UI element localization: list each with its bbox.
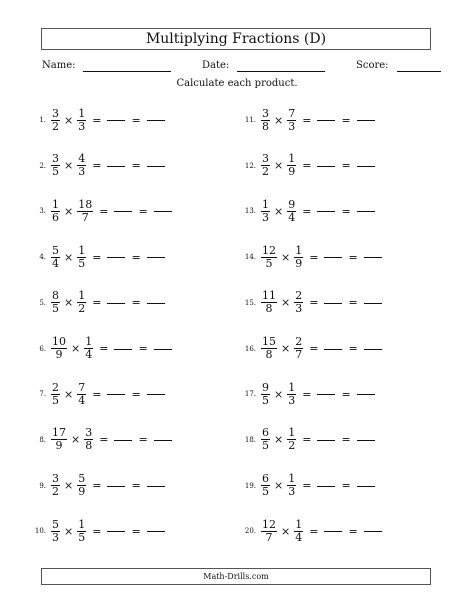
- denominator: 8: [265, 302, 273, 316]
- second-fraction: [287, 473, 296, 498]
- equals-sign: =: [99, 433, 109, 447]
- problem-number: 2.: [39, 161, 46, 170]
- problem-number: 13.: [244, 207, 256, 216]
- problem-item: [16, 471, 165, 501]
- second-fraction: [77, 245, 86, 270]
- equals-sign: =: [309, 296, 319, 310]
- denominator: 2: [52, 119, 59, 133]
- first-fraction: [261, 153, 270, 178]
- numerator: 9: [262, 380, 269, 394]
- problem-item: [16, 105, 165, 135]
- date-blank-line: [237, 61, 325, 72]
- answer-blank: [114, 440, 132, 441]
- equals-sign: =: [302, 479, 312, 493]
- first-fraction: [51, 245, 60, 270]
- answer-blank: [317, 394, 335, 395]
- problem-number: 8.: [39, 435, 46, 444]
- date-label: Date:: [202, 60, 230, 71]
- answer-blank: [324, 349, 342, 350]
- answer-blank: [317, 211, 335, 212]
- numerator: 1: [78, 289, 86, 303]
- problem-number: 6.: [39, 344, 46, 353]
- denominator: 4: [295, 530, 303, 544]
- first-fraction: [51, 336, 67, 361]
- simplified-answer-blank: [357, 211, 375, 212]
- equals-sign: =: [131, 113, 141, 127]
- times-sign: ×: [64, 524, 74, 538]
- denominator: 7: [81, 210, 89, 224]
- equals-sign: =: [131, 387, 141, 401]
- problem-item: [16, 379, 165, 409]
- date-field: [202, 60, 325, 72]
- numerator: 1: [288, 380, 296, 394]
- problem-item: [16, 425, 172, 455]
- equals-sign: =: [309, 342, 319, 355]
- times-sign: ×: [274, 433, 284, 447]
- answer-blank: [107, 166, 125, 167]
- denominator: 5: [262, 485, 269, 499]
- answer-blank: [114, 349, 132, 350]
- first-fraction: [261, 199, 270, 224]
- denominator: 5: [265, 256, 273, 270]
- first-fraction: [261, 108, 270, 133]
- simplified-answer-blank: [357, 120, 375, 121]
- simplified-answer-blank: [357, 440, 375, 441]
- denominator: 5: [262, 393, 269, 407]
- answer-blank: [317, 120, 335, 121]
- times-sign: ×: [274, 387, 284, 401]
- times-sign: ×: [281, 524, 291, 538]
- second-fraction: [287, 382, 296, 407]
- denominator: 2: [78, 302, 86, 316]
- answer-blank: [107, 303, 125, 304]
- answer-blank: [324, 303, 342, 304]
- equals-sign: =: [138, 433, 148, 447]
- times-sign: ×: [71, 433, 81, 447]
- equals-sign: =: [131, 524, 141, 538]
- equals-sign: =: [99, 342, 109, 355]
- problem-item: [16, 288, 165, 318]
- denominator: 5: [52, 393, 59, 407]
- answer-blank: [107, 394, 125, 395]
- second-fraction: [77, 519, 86, 544]
- numerator: 1: [262, 197, 269, 211]
- numerator: 1: [288, 152, 296, 166]
- equals-sign: =: [309, 524, 319, 538]
- problem-item: [226, 379, 375, 409]
- problem-number: 7.: [39, 390, 46, 399]
- equals-sign: =: [92, 387, 102, 401]
- denominator: 7: [295, 348, 303, 361]
- second-fraction: [287, 427, 296, 452]
- denominator: 4: [78, 393, 86, 407]
- problem-number: 19.: [244, 481, 256, 490]
- times-sign: ×: [274, 159, 284, 173]
- simplified-answer-blank: [147, 166, 165, 167]
- denominator: 5: [262, 439, 269, 453]
- times-sign: ×: [64, 250, 74, 264]
- equals-sign: =: [341, 113, 351, 127]
- problem-item: [16, 242, 165, 272]
- name-blank-line: [83, 61, 171, 72]
- first-fraction: [51, 290, 60, 315]
- denominator: 8: [262, 119, 269, 133]
- denominator: 5: [52, 165, 59, 179]
- problem-item: [226, 471, 375, 501]
- denominator: 5: [78, 256, 86, 270]
- second-fraction: [294, 290, 303, 315]
- problem-number: 17.: [244, 390, 256, 399]
- equals-sign: =: [341, 433, 351, 447]
- problem-number: 20.: [244, 527, 256, 536]
- numerator: 6: [262, 472, 269, 486]
- simplified-answer-blank: [147, 394, 165, 395]
- equals-sign: =: [302, 159, 312, 173]
- numerator: 3: [85, 426, 93, 440]
- simplified-answer-blank: [364, 257, 382, 258]
- denominator: 8: [85, 439, 93, 453]
- numerator: 1: [288, 472, 296, 486]
- first-fraction: [51, 199, 60, 224]
- denominator: 6: [52, 210, 59, 224]
- problem-item: [226, 288, 382, 318]
- problem-item: [226, 105, 375, 135]
- denominator: 9: [55, 348, 63, 361]
- numerator: 4: [78, 152, 86, 166]
- answer-blank: [107, 120, 125, 121]
- equals-sign: =: [92, 296, 102, 310]
- second-fraction: [294, 519, 303, 544]
- second-fraction: [77, 382, 86, 407]
- denominator: 8: [265, 348, 273, 361]
- simplified-answer-blank: [154, 349, 172, 350]
- equals-sign: =: [348, 296, 358, 310]
- equals-sign: =: [131, 296, 141, 310]
- numerator: 12: [262, 243, 276, 257]
- equals-sign: =: [131, 159, 141, 173]
- times-sign: ×: [64, 296, 74, 310]
- numerator: 18: [78, 197, 93, 211]
- equals-sign: =: [348, 250, 358, 264]
- answer-blank: [107, 257, 125, 258]
- numerator: 1: [85, 335, 93, 348]
- equals-sign: =: [341, 159, 351, 173]
- second-fraction: [77, 473, 86, 498]
- numerator: 5: [52, 243, 59, 257]
- equals-sign: =: [348, 524, 358, 538]
- denominator: 9: [288, 165, 296, 179]
- times-sign: ×: [64, 159, 74, 173]
- second-fraction: [294, 336, 303, 361]
- second-fraction: [294, 245, 303, 270]
- denominator: 4: [85, 348, 93, 361]
- first-fraction: [261, 473, 270, 498]
- problem-number: 9.: [39, 481, 46, 490]
- simplified-answer-blank: [147, 120, 165, 121]
- numerator: 9: [288, 197, 296, 211]
- denominator: 3: [262, 210, 269, 224]
- answer-blank: [107, 531, 125, 532]
- second-fraction: [287, 108, 296, 133]
- simplified-answer-blank: [357, 166, 375, 167]
- numerator: 1: [78, 243, 86, 257]
- numerator: 11: [262, 289, 276, 303]
- times-sign: ×: [281, 296, 291, 310]
- answer-blank: [317, 166, 335, 167]
- numerator: 2: [52, 380, 59, 394]
- first-fraction: [51, 473, 60, 498]
- problem-number: 4.: [39, 253, 46, 262]
- times-sign: ×: [71, 342, 81, 355]
- simplified-answer-blank: [147, 257, 165, 258]
- name-label: Name:: [42, 60, 76, 71]
- equals-sign: =: [309, 250, 319, 264]
- score-field: [356, 60, 441, 72]
- problem-number: 1.: [39, 116, 46, 124]
- denominator: 3: [78, 165, 86, 179]
- equals-sign: =: [341, 204, 351, 218]
- second-fraction: [84, 336, 93, 361]
- first-fraction: [261, 245, 277, 270]
- problem-item: [226, 334, 382, 364]
- second-fraction: [287, 153, 296, 178]
- problem-item: [226, 242, 382, 272]
- answer-blank: [324, 257, 342, 258]
- times-sign: ×: [64, 479, 74, 493]
- problem-number: 15.: [244, 298, 256, 307]
- answer-blank: [317, 440, 335, 441]
- denominator: 7: [265, 530, 273, 544]
- equals-sign: =: [302, 204, 312, 218]
- numerator: 1: [52, 197, 59, 211]
- problem-item: [16, 196, 172, 226]
- first-fraction: [261, 382, 270, 407]
- numerator: 3: [262, 152, 269, 166]
- equals-sign: =: [131, 479, 141, 493]
- simplified-answer-blank: [364, 303, 382, 304]
- times-sign: ×: [281, 342, 291, 355]
- denominator: 9: [295, 256, 303, 270]
- numerator: 2: [295, 289, 303, 303]
- problem-number: 12.: [244, 161, 256, 170]
- first-fraction: [261, 336, 277, 361]
- times-sign: ×: [64, 387, 74, 401]
- numerator: 1: [295, 517, 303, 531]
- numerator: 5: [78, 472, 86, 486]
- problem-item: [226, 516, 382, 546]
- instructions: Calculate each product.: [176, 78, 298, 89]
- numerator: 1: [295, 243, 303, 257]
- equals-sign: =: [302, 387, 312, 401]
- denominator: 9: [55, 439, 63, 453]
- times-sign: ×: [64, 204, 74, 218]
- numerator: 1: [78, 517, 86, 531]
- numerator: 12: [262, 517, 276, 531]
- first-fraction: [51, 382, 60, 407]
- answer-blank: [114, 211, 132, 212]
- second-fraction: [77, 290, 86, 315]
- numerator: 3: [52, 106, 59, 120]
- first-fraction: [51, 108, 60, 133]
- problem-number: 5.: [39, 298, 46, 307]
- numerator: 5: [52, 517, 59, 531]
- footer-site: Math-Drills.com: [41, 568, 431, 585]
- answer-blank: [317, 486, 335, 487]
- equals-sign: =: [341, 387, 351, 401]
- first-fraction: [51, 153, 60, 178]
- denominator: 3: [288, 119, 296, 133]
- simplified-answer-blank: [147, 486, 165, 487]
- times-sign: ×: [274, 479, 284, 493]
- denominator: 3: [52, 530, 59, 544]
- problem-number: 16.: [244, 344, 256, 353]
- equals-sign: =: [92, 159, 102, 173]
- name-field: [42, 60, 171, 72]
- problem-item: [16, 334, 172, 364]
- simplified-answer-blank: [154, 440, 172, 441]
- problem-item: [226, 151, 375, 181]
- times-sign: ×: [274, 113, 284, 127]
- simplified-answer-blank: [364, 349, 382, 350]
- problem-item: [16, 516, 165, 546]
- second-fraction: [77, 108, 86, 133]
- equals-sign: =: [302, 113, 312, 127]
- score-label: Score:: [356, 60, 389, 71]
- equals-sign: =: [138, 342, 148, 355]
- equals-sign: =: [138, 204, 148, 218]
- denominator: 2: [262, 165, 269, 179]
- first-fraction: [261, 427, 270, 452]
- denominator: 5: [78, 530, 86, 544]
- problem-item: [226, 425, 375, 455]
- numerator: 1: [78, 106, 86, 120]
- answer-blank: [107, 486, 125, 487]
- numerator: 15: [262, 335, 276, 348]
- denominator: 3: [78, 119, 86, 133]
- second-fraction: [287, 199, 296, 224]
- first-fraction: [261, 519, 277, 544]
- simplified-answer-blank: [147, 531, 165, 532]
- denominator: 3: [288, 393, 296, 407]
- equals-sign: =: [92, 524, 102, 538]
- denominator: 3: [295, 302, 303, 316]
- denominator: 2: [288, 439, 296, 453]
- first-fraction: [261, 290, 277, 315]
- numerator: 10: [52, 335, 66, 348]
- first-fraction: [51, 427, 67, 452]
- first-fraction: [51, 519, 60, 544]
- equals-sign: =: [92, 113, 102, 127]
- denominator: 4: [288, 210, 296, 224]
- times-sign: ×: [274, 204, 284, 218]
- simplified-answer-blank: [154, 211, 172, 212]
- second-fraction: [77, 153, 86, 178]
- numerator: 6: [262, 426, 269, 440]
- equals-sign: =: [302, 433, 312, 447]
- problem-number: 14.: [244, 253, 256, 262]
- numerator: 8: [52, 289, 59, 303]
- numerator: 3: [262, 106, 269, 120]
- simplified-answer-blank: [357, 394, 375, 395]
- equals-sign: =: [99, 204, 109, 218]
- problem-number: 3.: [39, 207, 46, 216]
- denominator: 5: [52, 302, 59, 316]
- numerator: 3: [52, 472, 59, 486]
- numerator: 17: [52, 426, 66, 440]
- problem-number: 10.: [34, 527, 46, 536]
- simplified-answer-blank: [147, 303, 165, 304]
- denominator: 9: [78, 485, 86, 499]
- equals-sign: =: [131, 250, 141, 264]
- denominator: 3: [288, 485, 296, 499]
- simplified-answer-blank: [357, 486, 375, 487]
- numerator: 7: [288, 106, 296, 120]
- times-sign: ×: [64, 113, 74, 127]
- problem-item: [226, 196, 375, 226]
- equals-sign: =: [348, 342, 358, 355]
- numerator: 7: [78, 380, 86, 394]
- second-fraction: [77, 199, 93, 224]
- second-fraction: [84, 427, 93, 452]
- numerator: 2: [295, 335, 303, 348]
- denominator: 2: [52, 485, 59, 499]
- numerator: 3: [52, 152, 59, 166]
- problem-number: 18.: [244, 435, 256, 444]
- simplified-answer-blank: [364, 531, 382, 532]
- numerator: 1: [288, 426, 296, 440]
- equals-sign: =: [341, 479, 351, 493]
- equals-sign: =: [92, 250, 102, 264]
- times-sign: ×: [281, 250, 291, 264]
- problem-number: 11.: [244, 116, 256, 124]
- worksheet-title: Multiplying Fractions (D): [41, 28, 431, 50]
- problem-item: [16, 151, 165, 181]
- answer-blank: [324, 531, 342, 532]
- denominator: 4: [52, 256, 59, 270]
- equals-sign: =: [92, 479, 102, 493]
- score-blank-line: [397, 61, 441, 72]
